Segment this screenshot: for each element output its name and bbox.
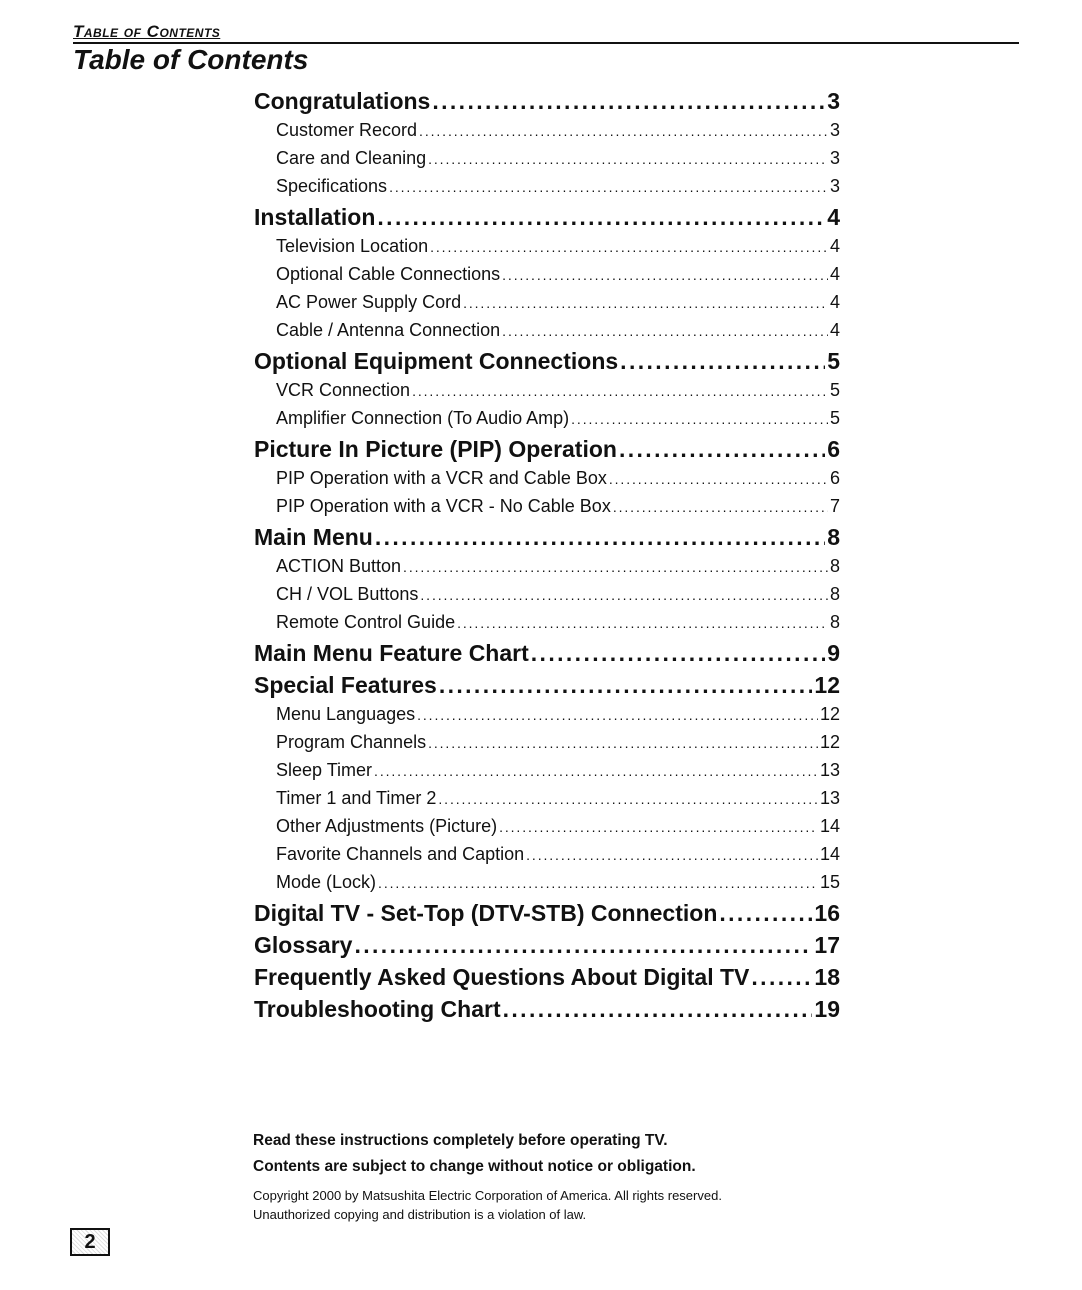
dot-leader [751, 964, 812, 991]
toc-entry-label: Timer 1 and Timer 2 [276, 788, 437, 808]
toc-entry-label: Care and Cleaning [276, 148, 427, 168]
toc-entry-label: Television Location [276, 236, 429, 256]
running-header [73, 22, 1019, 44]
footer-notes [253, 1128, 873, 1224]
toc-entry-page: 5 [829, 380, 840, 400]
dot-leader [613, 499, 828, 515]
toc-section-label: Congratulations [254, 88, 431, 114]
dot-leader [419, 123, 828, 139]
toc-entry [254, 844, 840, 872]
toc-section [254, 900, 840, 932]
copying-warning: Unauthorized copying and distribution is a violation of law. [253, 1207, 587, 1222]
dot-leader [428, 735, 818, 751]
toc-section-label: Troubleshooting Chart [254, 996, 501, 1022]
toc-section-page: 19 [814, 996, 840, 1022]
dot-leader [389, 179, 828, 195]
toc-section [254, 204, 840, 236]
toc-entry [254, 380, 840, 408]
toc-entry-label: CH / VOL Buttons [276, 584, 419, 604]
dot-leader [499, 819, 818, 835]
toc-entry [254, 788, 840, 816]
dot-leader [503, 996, 813, 1023]
toc-section-label: Optional Equipment Connections [254, 348, 619, 374]
toc-section-page: 6 [827, 436, 840, 462]
dot-leader [439, 672, 813, 699]
dot-leader [420, 587, 828, 603]
toc-entry-page: 3 [829, 120, 840, 140]
toc-entry-label: VCR Connection [276, 380, 411, 400]
toc-entry [254, 732, 840, 760]
toc-section [254, 996, 840, 1028]
dot-leader [374, 763, 818, 779]
dot-leader [428, 151, 828, 167]
toc-entry [254, 236, 840, 264]
toc-section-label: Special Features [254, 672, 437, 698]
toc-entry [254, 612, 840, 640]
toc-entry [254, 320, 840, 348]
dot-leader [463, 295, 828, 311]
toc-section-page: 4 [827, 204, 840, 230]
toc-entry [254, 872, 840, 900]
toc-entry [254, 264, 840, 292]
toc-entry-label: Optional Cable Connections [276, 264, 501, 284]
toc-section-page: 16 [814, 900, 840, 926]
toc-entry-label: Amplifier Connection (To Audio Amp) [276, 408, 570, 428]
dot-leader [412, 383, 828, 399]
toc-section [254, 524, 840, 556]
toc-entry [254, 584, 840, 612]
toc-entry-label: Customer Record [276, 120, 418, 140]
dot-leader [438, 791, 818, 807]
toc-section-label: Installation [254, 204, 376, 230]
toc-section [254, 672, 840, 704]
toc-entry-page: 8 [829, 584, 840, 604]
dot-leader [619, 436, 825, 463]
toc-entry-page: 14 [819, 844, 840, 864]
dot-leader [531, 640, 825, 667]
toc-entry [254, 148, 840, 176]
toc-section-label: Glossary [254, 932, 353, 958]
toc-entry [254, 292, 840, 320]
toc-entry-page: 4 [829, 236, 840, 256]
toc-section [254, 932, 840, 964]
toc-entry-page: 8 [829, 556, 840, 576]
toc-entry-page: 8 [829, 612, 840, 632]
running-header-text: Table of Contents [73, 22, 221, 41]
toc-entry [254, 704, 840, 732]
dot-leader [502, 323, 828, 339]
toc-entry-label: Mode (Lock) [276, 872, 377, 892]
dot-leader [609, 471, 828, 487]
toc-entry [254, 760, 840, 788]
dot-leader [403, 559, 828, 575]
page-title: Table of Contents [73, 44, 309, 75]
toc-entry-label: Menu Languages [276, 704, 416, 724]
toc-entry-page: 13 [819, 788, 840, 808]
toc-entry [254, 176, 840, 204]
toc-section-label: Picture In Picture (PIP) Operation [254, 436, 617, 462]
dot-leader [417, 707, 818, 723]
toc-entry-label: Specifications [276, 176, 388, 196]
toc-section-page: 3 [827, 88, 840, 114]
toc-entry-page: 14 [819, 816, 840, 836]
toc-entry-page: 3 [829, 176, 840, 196]
toc-section-page: 17 [814, 932, 840, 958]
table-of-contents [254, 88, 840, 1028]
toc-section [254, 436, 840, 468]
toc-entry [254, 120, 840, 148]
toc-section [254, 348, 840, 380]
toc-section [254, 964, 840, 996]
toc-section-label: Frequently Asked Questions About Digital TV [254, 964, 750, 990]
toc-section [254, 88, 840, 120]
dot-leader [432, 88, 825, 115]
toc-entry-page: 4 [829, 264, 840, 284]
toc-entry-label: Sleep Timer [276, 760, 373, 780]
dot-leader [571, 411, 828, 427]
instructions-note: Read these instructions completely before operating TV. [253, 1132, 668, 1149]
toc-entry-page: 5 [829, 408, 840, 428]
toc-entry-page: 7 [829, 496, 840, 516]
toc-section-label: Main Menu [254, 524, 373, 550]
toc-entry [254, 468, 840, 496]
dot-leader [502, 267, 828, 283]
copyright-line: Copyright 2000 by Matsushita Electric Corporation of America. All rights reserved. [253, 1188, 722, 1203]
dot-leader [526, 847, 818, 863]
toc-entry-label: ACTION Button [276, 556, 402, 576]
toc-entry [254, 496, 840, 524]
toc-entry-page: 6 [829, 468, 840, 488]
toc-entry-label: Favorite Channels and Caption [276, 844, 525, 864]
toc-entry-page: 12 [819, 704, 840, 724]
toc-entry-label: PIP Operation with a VCR - No Cable Box [276, 496, 611, 516]
toc-section-label: Digital TV - Set-Top (DTV-STB) Connection [254, 900, 718, 926]
toc-entry [254, 408, 840, 436]
toc-entry [254, 556, 840, 584]
toc-entry-label: AC Power Supply Cord [276, 292, 462, 312]
toc-entry-label: Cable / Antenna Connection [276, 320, 501, 340]
copyright-notice [253, 1186, 873, 1224]
toc-entry-label: PIP Operation with a VCR and Cable Box [276, 468, 607, 488]
toc-entry-label: Remote Control Guide [276, 612, 456, 632]
toc-entry-label: Program Channels [276, 732, 427, 752]
toc-section-page: 8 [827, 524, 840, 550]
dot-leader [375, 524, 825, 551]
toc-entry-page: 3 [829, 148, 840, 168]
toc-section-page: 18 [814, 964, 840, 990]
toc-section [254, 640, 840, 672]
dot-leader [430, 239, 828, 255]
dot-leader [457, 615, 828, 631]
toc-entry-page: 4 [829, 320, 840, 340]
toc-entry-page: 4 [829, 292, 840, 312]
change-notice: Contents are subject to change without notice or obligation. [253, 1158, 696, 1175]
toc-entry-page: 15 [819, 872, 840, 892]
toc-entry [254, 816, 840, 844]
dot-leader [377, 204, 825, 231]
dot-leader [354, 932, 812, 959]
toc-section-page: 9 [827, 640, 840, 666]
toc-entry-page: 13 [819, 760, 840, 780]
dot-leader [378, 875, 818, 891]
page-number-badge [70, 1228, 110, 1256]
toc-entry-page: 12 [819, 732, 840, 752]
toc-section-label: Main Menu Feature Chart [254, 640, 529, 666]
page-number: 2 [84, 1230, 96, 1253]
toc-section-page: 12 [814, 672, 840, 698]
toc-section-page: 5 [827, 348, 840, 374]
dot-leader [719, 900, 812, 927]
toc-entry-label: Other Adjustments (Picture) [276, 816, 498, 836]
dot-leader [620, 348, 825, 375]
